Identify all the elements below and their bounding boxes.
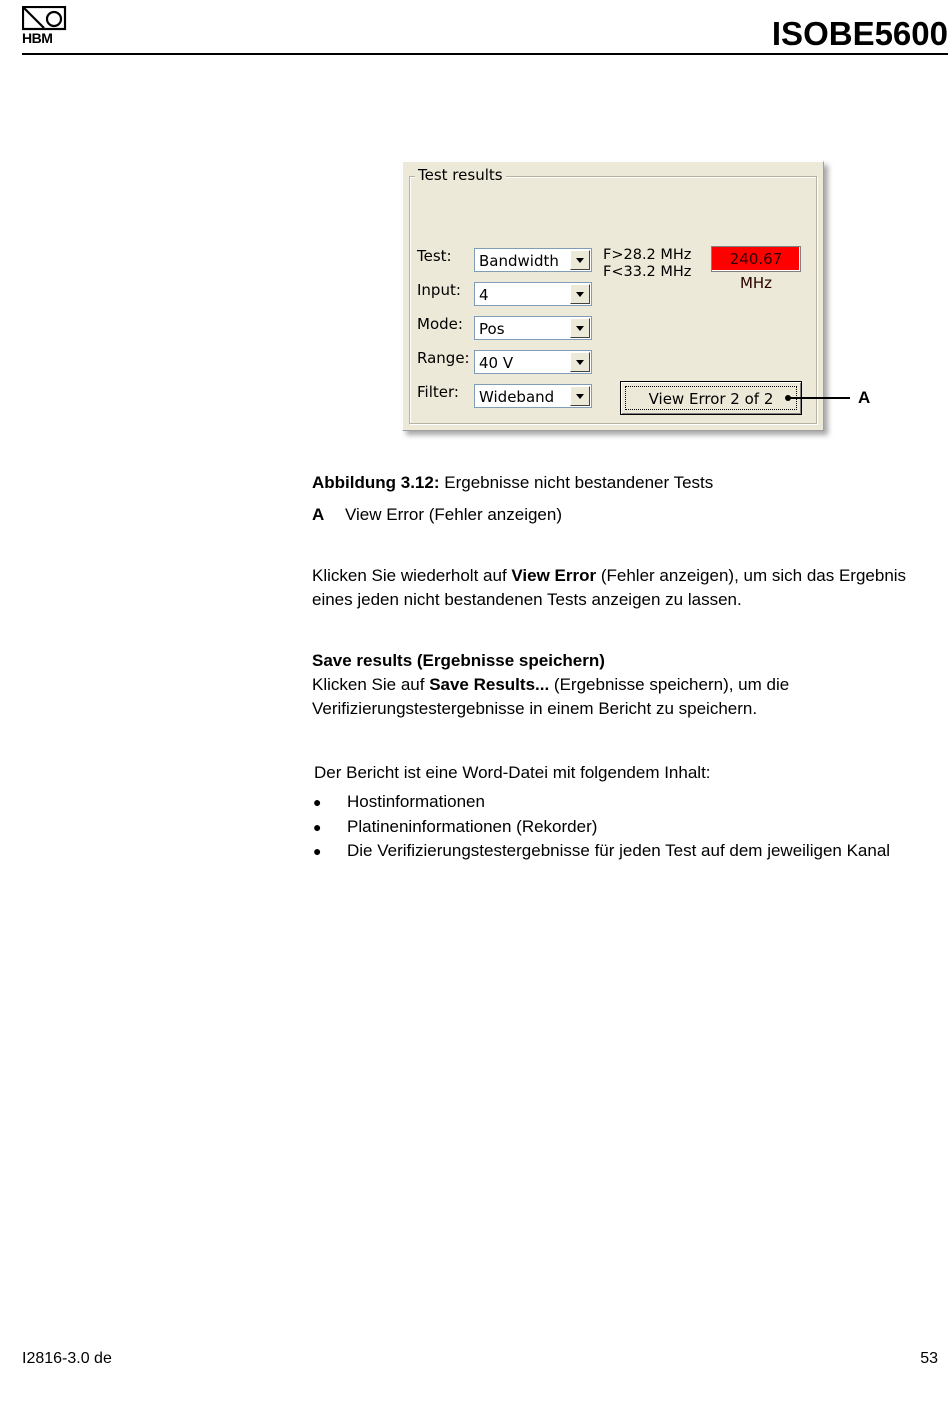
callout-label: A [858,388,871,407]
chevron-down-icon[interactable] [570,352,590,372]
paragraph-1-bold: View Error [511,566,597,585]
paragraph-1-line-2: eines jeden nicht bestandenen Tests anzeigen zu lassen. [312,590,742,609]
list-item: Hostinformationen [347,792,485,811]
view-error-button[interactable] [620,381,802,415]
test-select[interactable] [474,248,592,272]
filter-select[interactable] [474,384,592,408]
filter-label: Filter: [417,383,459,401]
test-label: Test: [417,247,452,265]
figure-text: Ergebnisse nicht bestandener Tests [444,473,714,492]
range-label: Range: [417,349,470,367]
paragraph-1-post: (Fehler anzeigen), um sich das Ergebnis [596,566,907,585]
groupbox-title: Test results [415,165,506,185]
save-paragraph-post: (Ergebnisse speichern), um die [549,675,790,694]
callout-line [788,397,850,399]
mode-select[interactable] [474,316,592,340]
chevron-down-icon[interactable] [570,284,590,304]
mode-label: Mode: [417,315,463,333]
section-heading: Save results (Ergebnisse speichern) [312,651,605,670]
focus-rect [625,386,797,410]
page-title: ISOBE5600 [771,15,948,52]
test-results-panel [402,161,824,431]
limit-high: F<33.2 MHz [603,264,692,280]
save-paragraph-line-1 [312,673,789,697]
legend-key: A [312,505,325,524]
figure-caption [312,471,713,495]
chevron-down-icon[interactable] [570,386,590,406]
paragraph-1-line-1 [312,564,906,588]
filter-select-value: Wideband [479,388,555,406]
paragraph-1-pre: Klicken Sie wiederholt auf [312,566,512,585]
report-intro: Der Bericht ist eine Word-Datei mit folgendem Inhalt: [314,763,711,782]
input-select[interactable] [474,282,592,306]
range-select-value: 40 V [479,354,514,372]
limit-low: F>28.2 MHz [603,247,692,263]
footer-doc-id: I2816-3.0 de [22,1350,112,1367]
save-paragraph-pre: Klicken Sie auf [312,675,430,694]
logo-text: HBM [22,30,53,46]
range-select[interactable] [474,350,592,374]
figure-label: Abbildung 3.12: [312,473,440,492]
bullet-icon: ● [313,819,322,835]
measured-value: 240.67 MHz [711,246,801,272]
bullet-icon: ● [313,843,322,859]
chevron-down-icon[interactable] [570,318,590,338]
legend-text: View Error (Fehler anzeigen) [345,505,562,524]
test-select-value: Bandwidth [479,252,559,270]
input-label: Input: [417,281,461,299]
bullet-icon: ● [313,794,322,810]
header-divider [22,53,948,55]
view-error-label: View Error 2 of 2 [648,390,774,408]
input-select-value: 4 [479,286,489,304]
footer-page-number: 53 [920,1350,938,1367]
list-item: Platineninformationen (Rekorder) [347,817,598,836]
save-paragraph-line-2: Verifizierungstestergebnisse in einem Bericht zu speichern. [312,699,758,718]
save-paragraph-bold: Save Results... [429,675,550,694]
mode-select-value: Pos [479,320,505,338]
list-item: Die Verifizierungstestergebnisse für jeden Test auf dem jeweiligen Kanal [347,841,891,860]
chevron-down-icon[interactable] [570,250,590,270]
